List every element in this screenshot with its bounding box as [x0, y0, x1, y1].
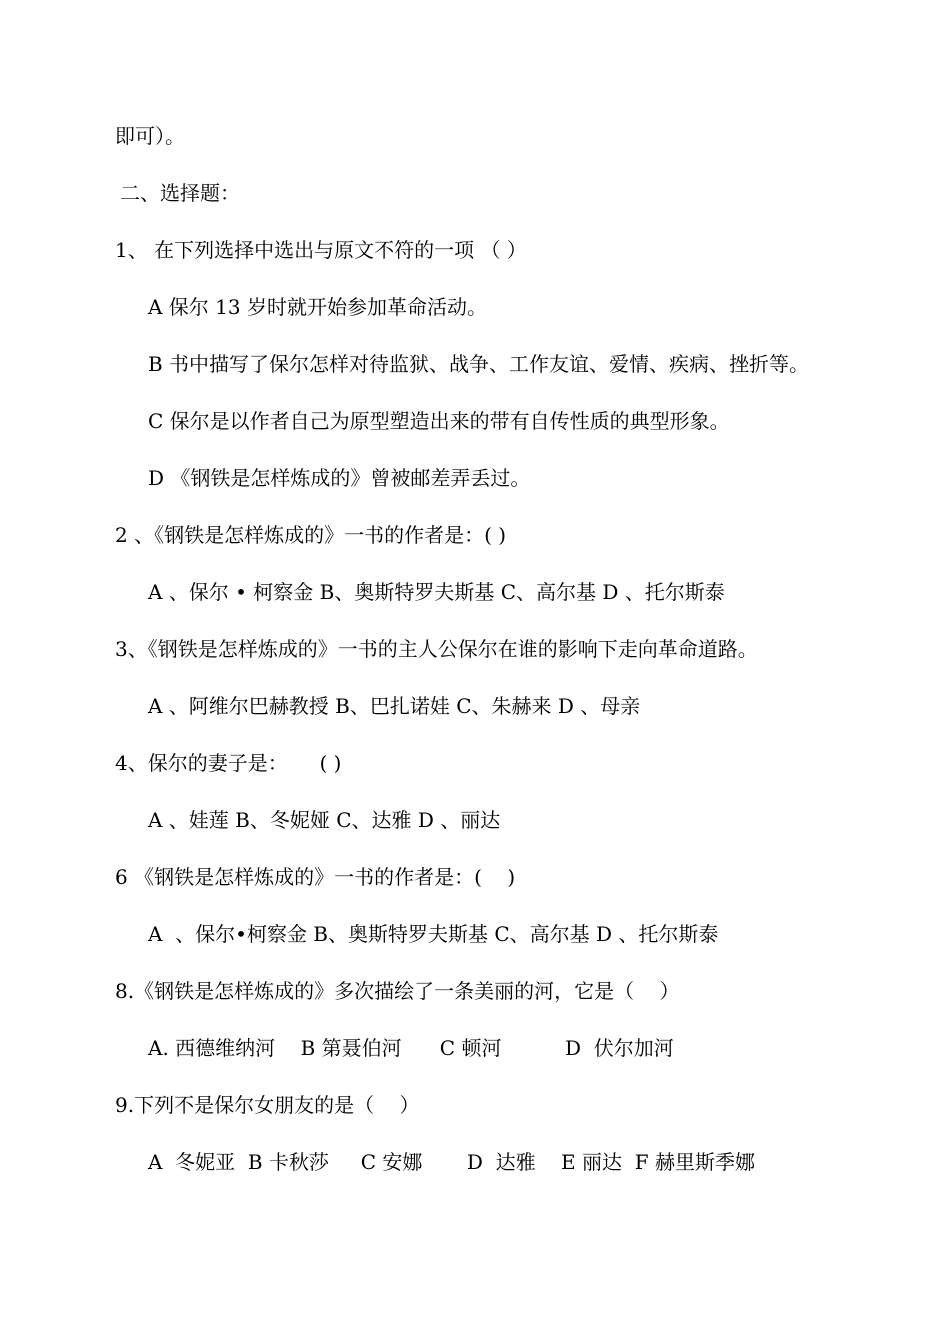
question-9-stem: 9.下列不是保尔女朋友的是（ ） — [115, 1093, 420, 1117]
question-9-options: A 冬妮亚 B 卡秋莎 C 安娜 D 达雅 E 丽达 F 赫里斯季娜 — [148, 1150, 755, 1174]
question-1-option-c: C 保尔是以作者自己为原型塑造出来的带有自传性质的典型形象。 — [148, 409, 730, 433]
question-8-stem: 8.《钢铁是怎样炼成的》多次描绘了一条美丽的河，它是（ ） — [115, 979, 680, 1003]
question-1-option-b: B 书中描写了保尔怎样对待监狱、战争、工作友谊、爱情、疾病、挫折等。 — [148, 352, 810, 376]
question-4-stem: 4、保尔的妻子是： ( ) — [115, 751, 342, 775]
question-6-stem: 6 《钢铁是怎样炼成的》一书的作者是：( ) — [115, 865, 516, 889]
question-6-options: A 、保尔•柯察金 B、奥斯特罗夫斯基 C、高尔基 D 、托尔斯泰 — [148, 922, 719, 946]
question-8-options: A. 西德维纳河 B 第聂伯河 C 顿河 D 伏尔加河 — [148, 1036, 674, 1060]
question-3-options: A 、阿维尔巴赫教授 B、巴扎诺娃 C、朱赫来 D 、母亲 — [148, 694, 641, 718]
question-4-options: A 、娃莲 B、冬妮娅 C、达雅 D 、丽达 — [148, 808, 501, 832]
continuation-text: 即可）。 — [115, 124, 185, 148]
section-title: 二、选择题： — [120, 181, 240, 205]
question-2-options: A 、保尔 • 柯察金 B、奥斯特罗夫斯基 C、高尔基 D 、托尔斯泰 — [148, 580, 725, 604]
question-2-stem: 2 、《钢铁是怎样炼成的》一书的作者是：( ) — [115, 523, 507, 547]
question-1-option-a: A 保尔 13 岁时就开始参加革命活动。 — [148, 295, 487, 319]
question-1-option-d: D 《钢铁是怎样炼成的》曾被邮差弄丢过。 — [148, 466, 531, 490]
question-3-stem: 3、《钢铁是怎样炼成的》一书的主人公保尔在谁的影响下走向革命道路。 — [115, 637, 758, 661]
question-1-stem: 1、 在下列选择中选出与原文不符的一项 （ ） — [115, 238, 527, 262]
